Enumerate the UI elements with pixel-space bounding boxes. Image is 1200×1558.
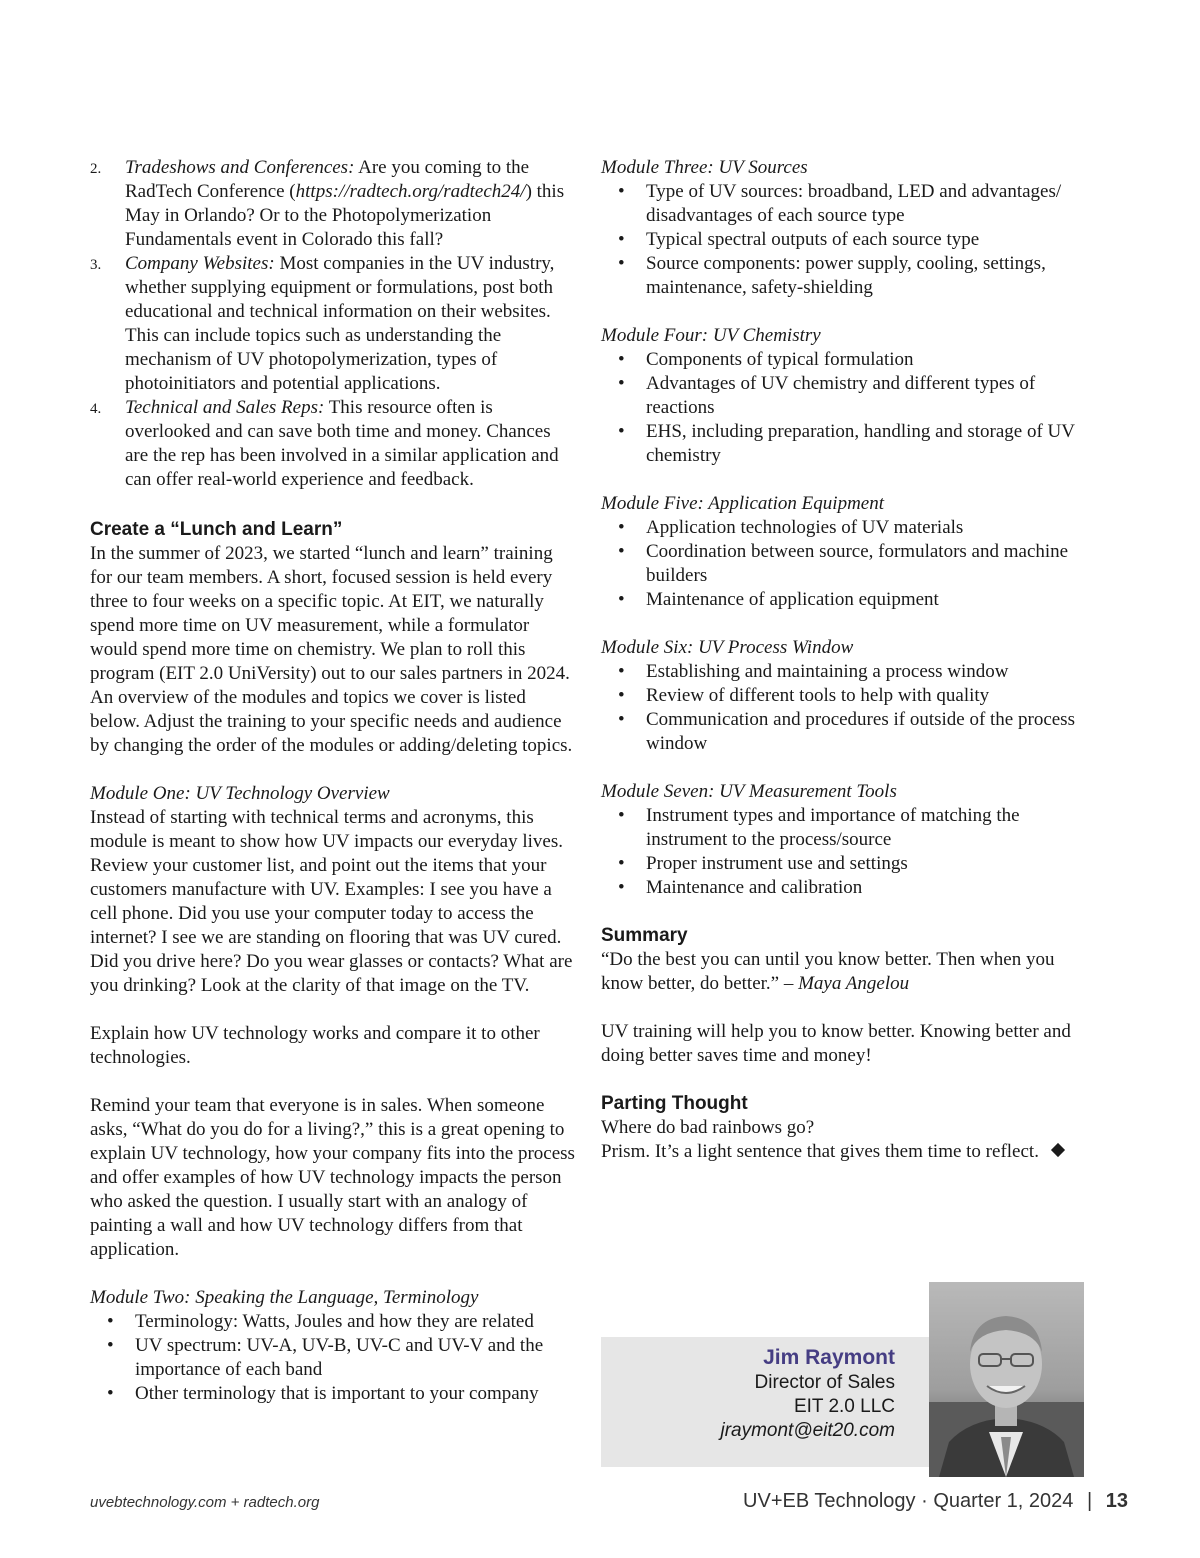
bullet-item (601, 252, 1091, 300)
summary-paragraph: UV training will help you to know better. Knowing better and doing better saves time and money! (601, 1021, 1071, 1066)
bullet-text: Application technologies of UV materials (646, 517, 964, 538)
bullet-text: Type of UV sources: broadband, LED and advantages/ disadvantages of each source type (646, 181, 1062, 226)
module-title: Module Five: Application Equipment (601, 493, 884, 514)
bullet-item (90, 1382, 576, 1406)
right-column (601, 156, 1091, 1164)
list-number: 4. (90, 401, 102, 417)
bullet-item (601, 516, 1091, 540)
bullet-text: Review of different tools to help with quality (646, 685, 990, 706)
author-text (720, 1345, 895, 1443)
publication-name: UV+EB Technology · Quarter 1, 2024 (743, 1490, 1074, 1512)
bullet-text: Maintenance and calibration (646, 877, 863, 898)
end-mark-icon (1051, 1143, 1065, 1157)
author-bio (601, 1337, 929, 1467)
bullet-text: Instrument types and importance of matching the instrument to the process/source (646, 805, 1020, 850)
bullet-item (90, 1310, 576, 1334)
bullet-icon: • (618, 709, 625, 730)
bullet-icon: • (618, 517, 625, 538)
page-number: 13 (1105, 1490, 1128, 1512)
module-six (601, 636, 1091, 756)
bullet-item (601, 228, 1091, 252)
left-column (90, 156, 576, 1406)
bullet-text: Terminology: Watts, Joules and how they are related (135, 1311, 534, 1332)
bullet-item (601, 372, 1091, 420)
list-item (90, 156, 576, 252)
bullet-icon: • (618, 805, 625, 826)
footer-publication (743, 1490, 1128, 1513)
module-one-paragraph: Explain how UV technology works and compare it to other technologies. (90, 1023, 540, 1068)
bullet-item (601, 420, 1091, 468)
item-lead: Tradeshows and Conferences: (125, 157, 355, 178)
bullet-item (601, 708, 1091, 756)
bullet-item (601, 180, 1091, 228)
lunch-paragraph: In the summer of 2023, we started “lunch and learn” training for our team members. A short, focused session is held every three to four weeks on a specific topic. At EIT, we naturally spend more time on UV measurement, while a formulator would spend more time on chemistry. We plan to roll this program (EIT 2.0 UniVersity) out to our sales partners in 2024. An overview of the modules and topics we cover is listed below. Adjust the training to your specific needs and audience by changing the order of the modules or adding/deleting topics. (90, 543, 573, 756)
bullet-text: Proper instrument use and settings (646, 853, 908, 874)
module-three (601, 156, 1091, 300)
parting-question: Where do bad rainbows go? (601, 1117, 815, 1138)
quote-author: Maya Angelou (798, 973, 910, 994)
bullet-icon: • (618, 661, 625, 682)
bullet-icon: • (618, 877, 625, 898)
bullet-item (601, 660, 1091, 684)
bullet-icon: • (618, 253, 625, 274)
bullet-item (601, 804, 1091, 852)
item-text: Most companies in the UV industry, whether supplying equipment or formulations, post both educational and technical information on their websites. This can include topics such as understanding the mechanism of UV photopolymerization, types of photoinitiators and potential applications. (125, 253, 555, 394)
radtech-link[interactable]: https://radtech.org/radtech24/ (295, 181, 526, 202)
module-two-title: Module Two: Speaking the Language, Terminology (90, 1287, 479, 1308)
bullet-item (601, 876, 1091, 900)
lunch-heading: Create a “Lunch and Learn” (90, 519, 343, 540)
bullet-icon: • (618, 685, 625, 706)
summary-quote (601, 948, 1091, 996)
bullet-icon: • (107, 1383, 114, 1404)
resource-list (90, 156, 576, 492)
bullet-text: Advantages of UV chemistry and different types of reactions (646, 373, 1036, 418)
bullet-text: Establishing and maintaining a process window (646, 661, 1009, 682)
list-item (90, 252, 576, 396)
author-email[interactable]: jraymont@eit20.com (720, 1420, 895, 1441)
bullet-icon: • (618, 541, 625, 562)
module-five (601, 492, 1091, 612)
module-seven (601, 780, 1091, 900)
module-one-title: Module One: UV Technology Overview (90, 783, 390, 804)
bullet-item (90, 1334, 576, 1382)
module-one-paragraph: Instead of starting with technical terms and acronyms, this module is meant to show how UV impacts our everyday lives. Review your customer list, and point out the items that your customers manufacture with UV. Examples: I see you have a cell phone. Did you use your computer today to access the internet? I see we are standing on flooring that was UV cured. Did you drive here? Do you wear glasses or contacts? What are you drinking? Look at the clarity of that image on the TV. (90, 807, 573, 996)
item-lead: Technical and Sales Reps: (125, 397, 325, 418)
author-portrait (929, 1282, 1084, 1477)
quote-text: “Do the best you can until you know better. Then when you know better, do better.” – (601, 949, 1055, 994)
item-text: Are you coming to the RadTech Conference ( (125, 157, 530, 202)
bullet-text: Components of typical formulation (646, 349, 914, 370)
item-text: This resource often is overlooked and can save both time and money. Chances are the rep has been involved in a similar application and can offer real-world experience and feedback. (125, 397, 559, 490)
list-item (90, 396, 576, 492)
bullet-icon: • (618, 229, 625, 250)
bullet-icon: • (618, 181, 625, 202)
module-title: Module Seven: UV Measurement Tools (601, 781, 897, 802)
bullet-text: UV spectrum: UV-A, UV-B, UV-C and UV-V and the importance of each band (135, 1335, 544, 1380)
parting-answer-text: Prism. It’s a light sentence that gives them time to reflect. (601, 1141, 1039, 1162)
footer-separator: | (1086, 1490, 1093, 1512)
bullet-item (601, 348, 1091, 372)
author-title: Director of Sales (754, 1372, 895, 1393)
bullet-text: Other terminology that is important to your company (135, 1383, 539, 1404)
bullet-text: Communication and procedures if outside of the process window (646, 709, 1075, 754)
bullet-item (601, 540, 1091, 588)
bullet-item (601, 684, 1091, 708)
summary-heading: Summary (601, 925, 688, 946)
bullet-icon: • (618, 373, 625, 394)
author-photo (929, 1282, 1084, 1477)
module-title: Module Six: UV Process Window (601, 637, 854, 658)
bullet-icon: • (107, 1335, 114, 1356)
parting-heading: Parting Thought (601, 1093, 748, 1114)
list-number: 3. (90, 257, 102, 273)
bullet-text: Maintenance of application equipment (646, 589, 939, 610)
bullet-text: EHS, including preparation, handling and storage of UV chemistry (646, 421, 1075, 466)
parting-answer (601, 1140, 1091, 1164)
module-four (601, 324, 1091, 468)
bullet-icon: • (107, 1311, 114, 1332)
module-two-bullets (90, 1310, 576, 1406)
bullet-icon: • (618, 589, 625, 610)
item-text: ) this May in Orlando? Or to the Photopolymerization Fundamentals event in Colorado this fall? (125, 181, 565, 250)
author-company: EIT 2.0 LLC (793, 1396, 895, 1417)
bullet-icon: • (618, 421, 625, 442)
bullet-text: Source components: power supply, cooling, settings, maintenance, safety-shielding (646, 253, 1046, 298)
bullet-item (601, 588, 1091, 612)
author-name: Jim Raymont (763, 1346, 895, 1369)
item-lead: Company Websites: (125, 253, 275, 274)
footer-websites[interactable]: uvebtechnology.com + radtech.org (90, 1494, 320, 1511)
module-title: Module Four: UV Chemistry (601, 325, 821, 346)
module-title: Module Three: UV Sources (601, 157, 808, 178)
bullet-text: Typical spectral outputs of each source type (646, 229, 980, 250)
list-number: 2. (90, 161, 102, 177)
bullet-text: Coordination between source, formulators and machine builders (646, 541, 1069, 586)
bullet-item (601, 852, 1091, 876)
bullet-icon: • (618, 349, 625, 370)
bullet-icon: • (618, 853, 625, 874)
module-one-paragraph: Remind your team that everyone is in sales. When someone asks, “What do you do for a living?,” this is a great opening to explain UV technology, how your company fits into the process and offer examples of how UV technology impacts the person who asked the question. I usually start with an analogy of painting a wall and how UV technology differs from that application. (90, 1095, 575, 1260)
